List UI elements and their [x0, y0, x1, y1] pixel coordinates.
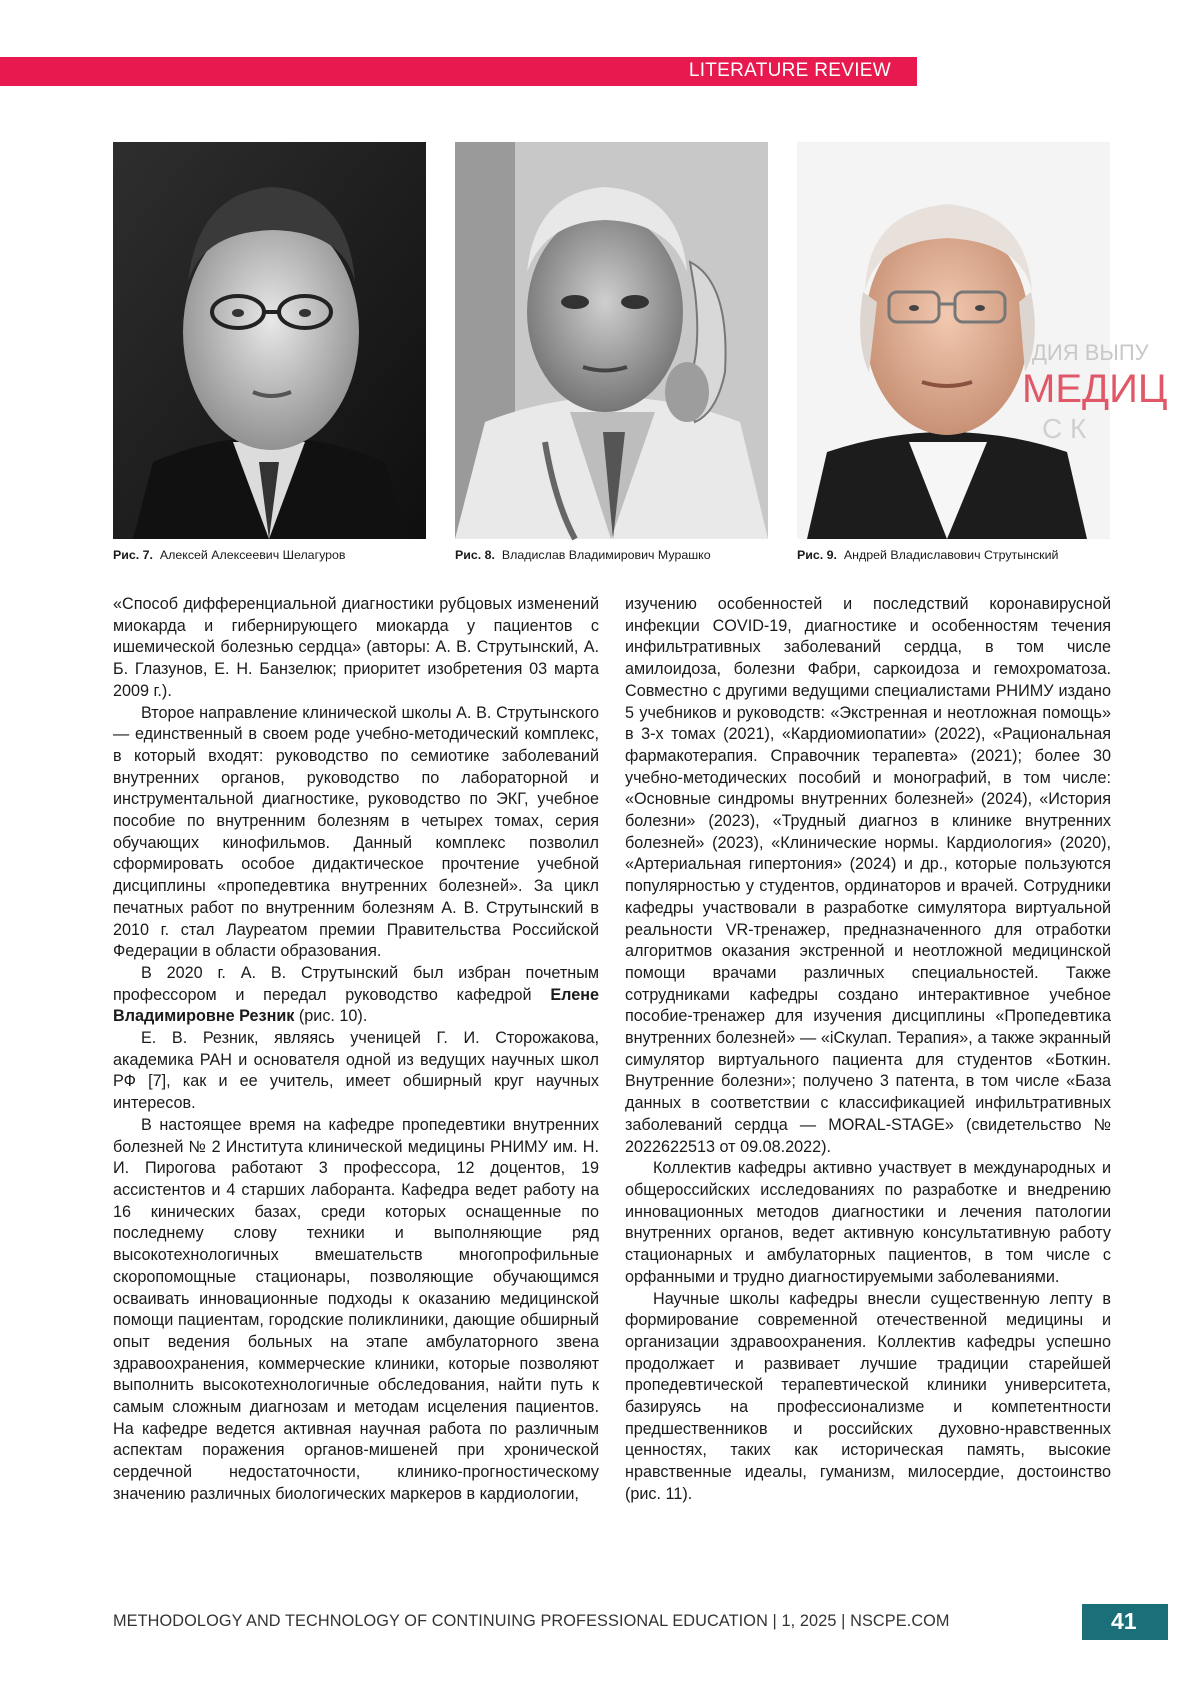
svg-text:ДИЯ ВЫПУ: ДИЯ ВЫПУ	[1032, 340, 1150, 365]
figure-9-portrait	[797, 142, 1110, 539]
svg-text:МЕДИЦ: МЕДИЦ	[1022, 367, 1167, 411]
figure-8-caption-text: Владислав Владимирович Мурашко	[502, 548, 711, 562]
paragraph: Научные школы кафедры внесли существенную лепту в формирование современной отечественной медицины и организации здравоохранения. Коллектив кафедры успешно продолжает и развивает лучшие традиции старейшей пропедевтической терапевтической клиники университета, базируясь на профессионализме и компетентности предшественников и российских духовно-нравственных ценностях, таких как историческая память, высокие нравственные идеалы, гуманизм, милосердие, достоинство (рис. 11).	[625, 1289, 1111, 1506]
figure-8-portrait	[455, 142, 768, 539]
page-number: 41	[1111, 1608, 1137, 1635]
figure-8-label: Рис. 8.	[455, 548, 495, 562]
paragraph	[113, 963, 599, 1028]
svg-text:С К: С К	[1042, 413, 1087, 444]
figure-7-caption	[113, 548, 346, 562]
section-header-bar	[0, 57, 917, 86]
figure-8-caption	[455, 548, 711, 562]
paragraph: Коллектив кафедры активно участвует в международных и общероссийских исследованиях по разработке и внедрению инновационных методов диагностики и лечения патологии внутренних органов, ведет активную консультативную работу стационарных и амбулаторных пациентов, в том числе с орфанными и трудно диагностируемыми заболеваниями.	[625, 1158, 1111, 1288]
paragraph: изучению особенностей и последствий коронавирусной инфекции COVID-19, диагностике и особенностям течения инфильтративных заболеваний сердца, в том числе амилоидоза, болезни Фабри, саркоидоза и гемохроматоза. Совместно с другими ведущими специалистами РНИМУ издано 5 учебников и руководств: «Экстренная и неотложная помощь» в 3-х томах (2021), «Кардиомиопатии» (2022), «Рациональная фармакотерапия. Справочник терапевта» (2021); более 30 учебно-методических пособий и монографий, в том числе: «Основные синдромы внутренних болезней» (2024), «История болезни» (2023), «Трудный диагноз в клинике внутренних болезней» (2023), «Клинические нормы. Кардиология» (2020), «Артериальная гипертония» (2024) и др., которые пользуются популярностью у студентов, ординаторов и врачей. Сотрудники кафедры участвовали в разработке симулятора виртуальной реальности VR-тренажер, предназначенного для отработки алгоритмов оказания экстренной и неотложной медицинской помощи врачами различных специальностей. Также сотрудниками кафедры создано интерактивное учебное пособие-тренажер для изучения дисциплины «Пропедевтика внутренних болезней» — «iСкулап. Терапия», а также экранный симулятор виртуального пациента для студентов «Боткин. Внутренние болезни»; получено 3 патента, в том числе «База данных в соответствии с классификацией инфильтративных заболеваний сердца — MORAL-STAGE» (свидетельство № 2022622513 от 09.08.2022).	[625, 594, 1111, 1158]
paragraph: Второе направление клинической школы А. В. Струтынского — единственный в своем роде учебно-методический комплекс, в который входят: руководство по семиотике заболеваний внутренних органов, руководство по лабораторной и инструментальной диагностике, руководство по ЭКГ, учебное пособие по внутренним болезням в четырех томах, серия обучающих кинофильмов. Данный комплекс позволил сформировать особое дидактическое прочтение учебной дисциплины «пропедевтика внутренних болезней». За цикл печатных работ по внутренним болезням А. В. Струтынский в 2010 г. стал Лауреатом премии Правительства Российской Федерации в области образования.	[113, 703, 599, 963]
figure-7-portrait	[113, 142, 426, 539]
figure-7-label: Рис. 7.	[113, 548, 153, 562]
figure-9-label: Рис. 9.	[797, 548, 837, 562]
journal-footer: METHODOLOGY AND TECHNOLOGY OF CONTINUING PROFESSIONAL EDUCATION | 1, 2025 | NSCPE.COM	[113, 1612, 950, 1631]
section-label: LITERATURE REVIEW	[689, 60, 891, 82]
paragraph-text: В 2020 г. А. В. Струтынский был избран почетным профессором и передал руководство кафедрой	[113, 964, 599, 1004]
left-text-column	[113, 594, 599, 1506]
page-number-box	[1082, 1604, 1168, 1640]
figure-9-caption-text: Андрей Владиславович Струтынский	[844, 548, 1059, 562]
paragraph-text: (рис. 10).	[294, 1007, 367, 1025]
paragraph: В настоящее время на кафедре пропедевтики внутренних болезней № 2 Института клинической медицины РНИМУ им. Н. И. Пирогова работают 3 профессора, 12 доцентов, 19 ассистентов и 4 старших лаборанта. Кафедра ведет работу на 16 кинических базах, среди которых оснащенные по последнему слову техники и выполняющие ряд высокотехнологичных вмешательств многопрофильные скоропомощные стационары, позволяющие обучающимся осваивать инновационные подходы к оказанию медицинской помощи пациентам, городские поликлиники, дающие обширный опыт ведения больных на этапе амбулаторного звена здравоохранения, коммерческие клиники, которые позволяют выполнить высокотехнологичные обследования, найти путь к самым сложным диагнозам и методам исцеления пациентов. На кафедре ведется активная научная работа по различным аспектам поражения органов-мишеней при хронической сердечной недостаточности, клинико-прогностическому значению различных биологических маркеров в кардиологии,	[113, 1115, 599, 1506]
right-text-column	[625, 594, 1111, 1506]
paragraph: Е. В. Резник, являясь ученицей Г. И. Сторожакова, академика РАН и основателя одной из ведущих научных школ РФ [7], как и ее учитель, имеет обширный круг научных интересов.	[113, 1028, 599, 1115]
highlighted-name: Елене Владимировне Резник	[113, 986, 599, 1026]
figure-9-caption	[797, 548, 1058, 562]
figure-7-caption-text: Алексей Алексеевич Шелагуров	[160, 548, 346, 562]
paragraph: «Способ дифференциальной диагностики рубцовых изменений миокарда и гибернирующего миокарда у пациентов с ишемической болезнью сердца» (авторы: А. В. Струтынский, А. Б. Глазунов, Е. Н. Банзелюк; приоритет изобретения 03 марта 2009 г.).	[113, 594, 599, 703]
